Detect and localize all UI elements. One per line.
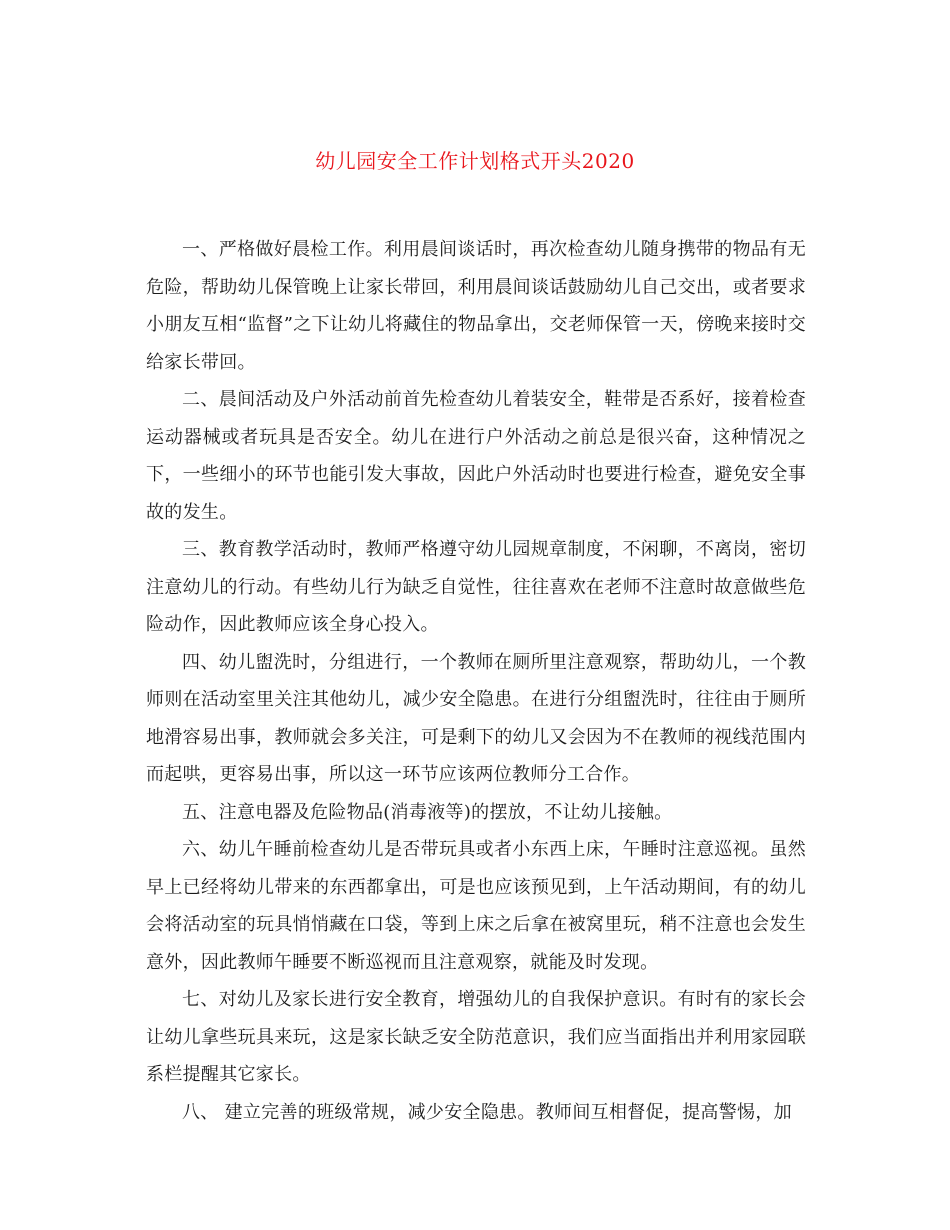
paragraph-4: 四、幼儿盥洗时，分组进行，一个教师在厕所里注意观察，帮助幼儿，一个教师则在活动室里关注其他幼儿，减少安全隐患。在进行分组盥洗时，往往由于厕所地滑容易出事，教师就会多关注，可是剩下的幼儿又会因为不在教师的视线范围内而起哄，更容易出事，所以这一环节应该两位教师分工合作。 [146, 651, 806, 785]
paragraph-1: 一、严格做好晨检工作。利用晨间谈话时，再次检查幼儿随身携带的物品有无危险，帮助幼儿保管晚上让家长带回，利用晨间谈话鼓励幼儿自己交出，或者要求小朋友互相“监督”之下让幼儿将藏住的物品拿出，交老师保管一天，傍晚来接时交给家长带回。 [146, 239, 806, 373]
paragraph-2: 二、晨间活动及户外活动前首先检查幼儿着装安全，鞋带是否系好，接着检查运动器械或者玩具是否安全。幼儿在进行户外活动之前总是很兴奋，这种情况之下，一些细小的环节也能引发大事故，因此户外活动时也要进行检查，避免安全事故的发生。 [146, 389, 806, 523]
paragraph-8: 八、 建立完善的班级常规，减少安全隐患。教师间互相督促，提高警惕，加 [182, 1101, 792, 1123]
document-body [146, 231, 806, 1131]
paragraph-5: 五、注意电器及危险物品(消毒液等)的摆放，不让幼儿接触。 [182, 801, 673, 823]
paragraph-3: 三、教育教学活动时，教师严格遵守幼儿园规章制度，不闲聊，不离岗，密切注意幼儿的行动。有些幼儿行为缺乏自觉性，往往喜欢在老师不注意时故意做些危险动作，因此教师应该全身心投入。 [146, 539, 806, 635]
paragraph-6: 六、幼儿午睡前检查幼儿是否带玩具或者小东西上床，午睡时注意巡视。虽然早上已经将幼儿带来的东西都拿出，可是也应该预见到，上午活动期间，有的幼儿会将活动室的玩具悄悄藏在口袋，等到上床之后拿在被窝里玩，稍不注意也会发生意外，因此教师午睡要不断巡视而且注意观察，就能及时发现。 [146, 839, 806, 973]
document-title: 幼儿园安全工作计划格式开头2020 [315, 149, 635, 173]
paragraph-7: 七、对幼儿及家长进行安全教育，增强幼儿的自我保护意识。有时有的家长会让幼儿拿些玩具来玩，这是家长缺乏安全防范意识，我们应当面指出并利用家园联系栏提醒其它家长。 [146, 989, 806, 1085]
